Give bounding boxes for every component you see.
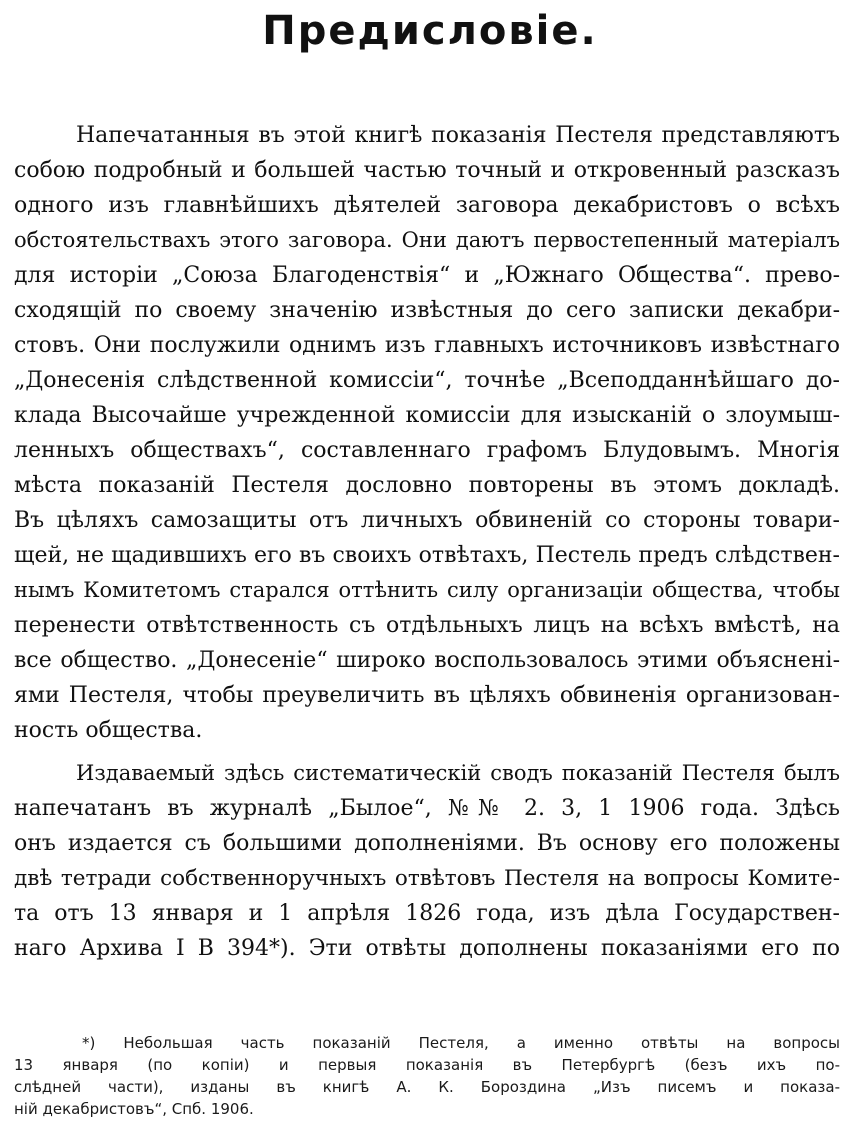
text-line: „Донесенія слѣдственной комиссіи“, точнѣе „Всеподданнѣйшаго до- — [14, 368, 840, 393]
text-line: онъ издается съ большими дополненіями. Въ основу его положены — [14, 831, 840, 856]
text-line: мѣста показаній Пестеля дословно повторены въ этомъ докладѣ. — [14, 473, 840, 498]
footnote — [14, 1032, 840, 1120]
text-line: ность общества. — [14, 718, 203, 743]
footnote-line: слѣдней части), изданы въ книгѣ А. К. Бороздина „Изъ писемъ и показа- — [14, 1078, 840, 1096]
page-title: Предисловіе. — [262, 8, 598, 54]
text-line: та отъ 13 января и 1 апрѣля 1826 года, изъ дѣла Государствен- — [14, 901, 840, 926]
text-line: одного изъ главнѣйшихъ дѣятелей заговора декабристовъ о всѣхъ — [14, 193, 840, 218]
text-line: Въ цѣляхъ самозащиты отъ личныхъ обвиненій со стороны товари- — [14, 508, 840, 533]
text-line: наго Архива I В 394*). Эти отвѣты дополнены показаніями его по — [14, 936, 840, 961]
text-line: ями Пестеля, чтобы преувеличить въ цѣляхъ обвиненія организован- — [14, 683, 840, 708]
text-line: все общество. „Донесеніе“ широко воспользовалось этими объясненi- — [14, 648, 840, 673]
text-line: двѣ тетради собственноручныхъ отвѣтовъ Пестеля на вопросы Комите- — [14, 866, 840, 891]
footnote-line: *) Небольшая часть показаній Пестеля, а именно отвѣты на вопросы — [82, 1034, 840, 1052]
footnote-line: 13 января (по копіи) и первыя показанія въ Петербургѣ (безъ ихъ по- — [14, 1056, 840, 1074]
text-line: сходящій по своему значенію извѣстныя до сего записки декабри- — [14, 298, 840, 323]
text-line: собою подробный и большей частью точный и откровенный разсказъ — [14, 158, 840, 183]
text-line: Напечатанныя въ этой книгѣ показанія Пестеля представляютъ — [76, 123, 840, 148]
text-line: щей, не щадившихъ его въ своихъ отвѣтахъ, Пестель предъ слѣдствен- — [14, 543, 840, 568]
text-line: ленныхъ обществахъ“, составленнаго графомъ Блудовымъ. Многія — [14, 438, 840, 463]
text-line: стовъ. Они послужили однимъ изъ главныхъ источниковъ извѣстнаго — [14, 333, 840, 358]
text-line: нымъ Комитетомъ старался оттѣнить силу организаціи общества, чтобы — [14, 578, 840, 602]
text-line: перенести отвѣтственность съ отдѣльныхъ лицъ на всѣхъ вмѣстѣ, на — [14, 613, 840, 638]
text-line: Издаваемый здѣсь систематическій сводъ показаній Пестеля былъ — [76, 761, 840, 785]
text-line: обстоятельствахъ этого заговора. Они даютъ первостепенный матеріалъ — [14, 228, 840, 252]
text-line: клада Высочайше учрежденной комиссіи для изысканій о злоумыш- — [14, 403, 840, 428]
text-line: напечатанъ въ журналѣ „Былое“, №№ 2. 3, 1 1906 года. Здѣсь — [14, 796, 840, 821]
footnote-line: ній декабристовъ“, Спб. 1906. — [14, 1100, 254, 1118]
text-line: для исторіи „Союза Благоденствія“ и „Южнаго Общества“. прево- — [14, 263, 840, 288]
body-text — [14, 118, 840, 966]
